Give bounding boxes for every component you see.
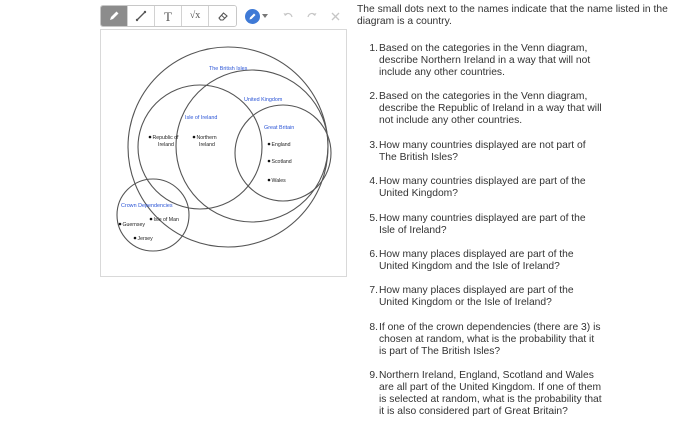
math-tool-button[interactable] [182, 6, 209, 26]
england-label: England [271, 142, 291, 148]
list-item [357, 249, 697, 273]
wales-label: Wales [271, 178, 286, 184]
united-kingdom-label: United Kingdom [244, 97, 283, 103]
list-item [357, 285, 697, 309]
isle-of-man-dot [150, 218, 153, 221]
question-number: 3. [369, 139, 378, 151]
list-item [357, 176, 697, 200]
color-swatch [245, 9, 260, 24]
question-text: How many countries displayed are not part of The British Isles? [379, 139, 586, 163]
question-number: 2. [369, 91, 378, 103]
intro-text: The small dots next to the names indicate that the name listed in the diagram is a country. [357, 4, 668, 27]
question-list [357, 43, 697, 418]
text-tool-button[interactable] [155, 6, 182, 26]
list-item [357, 43, 697, 79]
math-tool-label: √x [189, 10, 201, 21]
redo-icon [306, 10, 318, 22]
question-number: 5. [369, 212, 378, 224]
guernsey-dot [119, 223, 122, 226]
question-text: How many places displayed are part of the United Kingdom or the Isle of Ireland? [379, 285, 574, 309]
undo-icon [282, 10, 294, 22]
question-number: 7. [369, 285, 378, 297]
british-isles-label: The British Isles [209, 66, 248, 72]
isle-of-ireland-label: Isle of Ireland [185, 115, 218, 121]
line-icon [135, 10, 147, 22]
undo-button[interactable] [282, 10, 294, 22]
list-item [357, 322, 697, 358]
jersey-dot [134, 237, 137, 240]
questions-panel [357, 4, 697, 431]
eraser-tool-button[interactable] [209, 6, 236, 26]
question-text: Based on the categories in the Venn diagram, describe Northern Ireland in a way that will not include any other countries. [379, 43, 591, 78]
question-number: 6. [369, 248, 378, 260]
republic-label-line1: Republic of [152, 135, 179, 141]
pen-tool-button[interactable] [101, 6, 128, 26]
list-item [357, 91, 697, 127]
great-britain-circle [235, 105, 331, 201]
question-number: 4. [369, 176, 378, 188]
question-text: How many countries displayed are part of the Isle of Ireland? [379, 212, 586, 236]
scotland-label: Scotland [271, 159, 292, 165]
wales-dot [268, 179, 271, 182]
clear-button[interactable] [330, 11, 341, 22]
venn-diagram [101, 30, 346, 276]
question-number: 9. [369, 370, 378, 382]
list-item [357, 213, 697, 237]
pen-icon [108, 10, 120, 22]
crown-dependencies-circle [117, 179, 189, 251]
question-text: How many places displayed are part of the United Kingdom and the Isle of Ireland? [379, 248, 574, 272]
guernsey-label: Guernsey [122, 222, 145, 228]
republic-label-line2: Ireland [158, 142, 174, 148]
eraser-icon [217, 10, 229, 22]
drawing-canvas[interactable] [100, 29, 347, 277]
question-text: How many countries displayed are part of the United Kingdom? [379, 176, 586, 200]
drawing-toolbar [100, 5, 341, 27]
northern-ireland-label-line2: Ireland [199, 142, 215, 148]
northern-ireland-label-line1: Northern [196, 135, 217, 141]
question-text: Northern Ireland, England, Scotland and Wales are all part of the United Kingdom. If one of them is selected at random, what is the probability that it is also considered part of Great Britain? [379, 370, 602, 418]
list-item [357, 140, 697, 164]
pen-icon [248, 12, 257, 21]
crown-dependencies-label: Crown Dependencies [121, 203, 173, 209]
question-number: 1. [369, 43, 378, 54]
line-tool-button[interactable] [128, 6, 155, 26]
isle-of-man-label: Isle of Man [153, 217, 179, 223]
text-tool-label: T [164, 8, 172, 24]
northern-ireland-dot [193, 136, 196, 139]
great-britain-label: Great Britain [264, 125, 295, 131]
republic-dot [149, 136, 152, 139]
question-number: 8. [369, 321, 378, 333]
question-text: Based on the categories in the Venn diagram, describe the Republic of Ireland in a way that will not include any other countries. [379, 91, 602, 127]
list-item [357, 370, 697, 418]
tool-group [100, 5, 237, 27]
england-dot [268, 143, 271, 146]
question-text: If one of the crown dependencies (there are 3) is chosen at random, what is the probability that it is part of The British Isles? [379, 321, 601, 357]
redo-button[interactable] [306, 10, 318, 22]
scotland-dot [268, 160, 271, 163]
color-picker-button[interactable] [245, 9, 268, 24]
chevron-down-icon [262, 14, 268, 18]
close-icon [330, 11, 341, 22]
jersey-label: Jersey [137, 236, 153, 242]
